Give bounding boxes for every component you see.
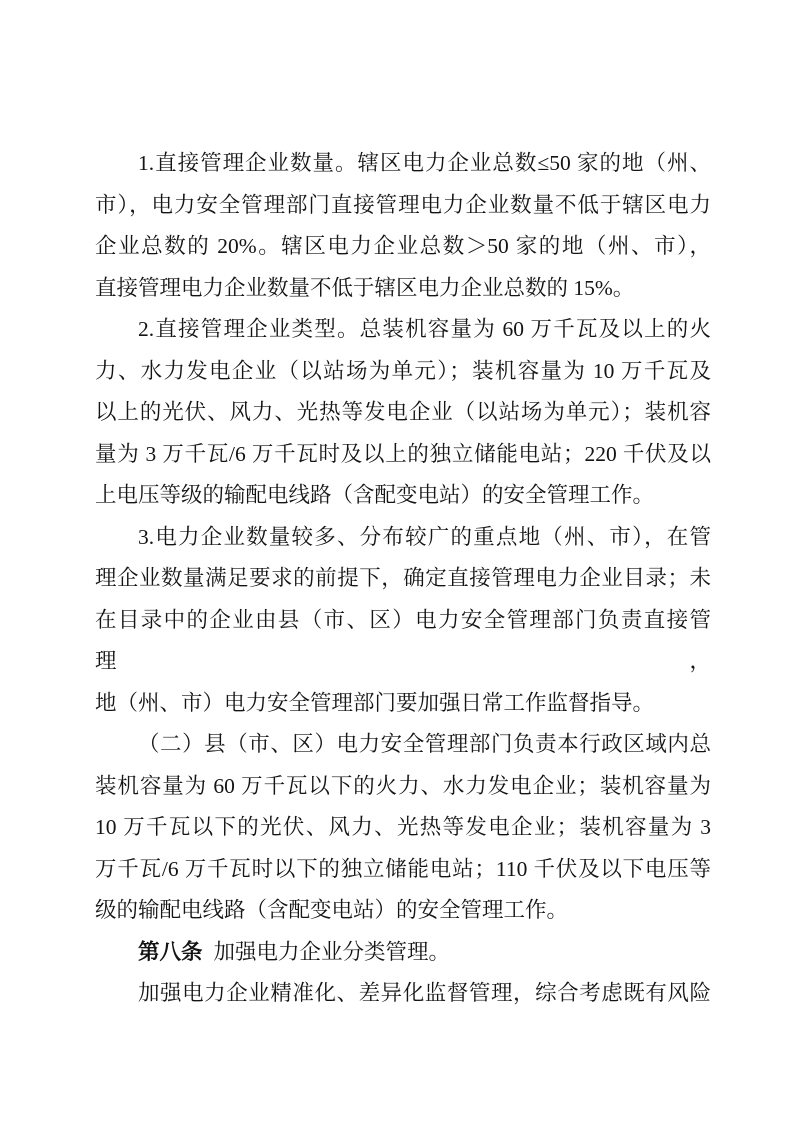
text-line: 装机容量为 60 万千瓦以下的火力、水力发电企业；装机容量为 (95, 773, 711, 798)
text-line: （二）县（市、区）电力安全管理部门负责本行政区域内总 (138, 732, 711, 756)
heading-line (95, 932, 711, 974)
text-line: 2.直接管理企业类型。总装机容量为 60 万千瓦及以上的火 (138, 317, 711, 341)
text-line: 上电压等级的输配电线路（含配变电站）的安全管理工作。 (95, 483, 655, 507)
article-title: 加强电力企业分类管理。 (213, 939, 451, 964)
text-line: 量为 3 万千瓦/6 万千瓦时及以上的独立储能电站；220 千伏及以 (95, 441, 711, 466)
article-number: 第八条 (138, 939, 203, 964)
text-line: 直接管理电力企业数量不低于辖区电力企业总数的 15%。 (95, 275, 635, 300)
clause-3-paragraph (95, 517, 711, 725)
text-line: 10 万千瓦以下的光伏、风力、光热等发电企业；装机容量为 3 (95, 815, 711, 839)
text-line: 在目录中的企业由县（市、区）电力安全管理部门负责直接管理， (95, 607, 711, 673)
item-2-county-paragraph (95, 724, 711, 932)
text-line: 理企业数量满足要求的前提下，确定直接管理电力企业目录；未 (95, 566, 711, 590)
text-line: 地（州、市）电力安全管理部门要加强日常工作监督指导。 (95, 690, 655, 715)
text-line: 1.直接管理企业数量。辖区电力企业总数≤50 家的地（州、 (138, 151, 711, 175)
clause-2-paragraph (95, 309, 711, 517)
text-line: 力、水力发电企业（以站场为单元）；装机容量为 10 万千瓦及 (95, 358, 711, 383)
text-line: 企业总数的 20%。辖区电力企业总数＞50 家的地（州、市）， (95, 234, 711, 258)
article-8-heading (95, 932, 711, 974)
text-line: 市），电力安全管理部门直接管理电力企业数量不低于辖区电力 (95, 192, 711, 217)
document-body (95, 143, 711, 1015)
text-line: 级的输配电线路（含配变电站）的安全管理工作。 (95, 898, 569, 922)
text-line: 以上的光伏、风力、光热等发电企业（以站场为单元）；装机容 (95, 400, 711, 424)
clause-1-paragraph (95, 143, 711, 309)
text-line: 万千瓦/6 万千瓦时以下的独立储能电站；110 千伏及以下电压等 (95, 856, 711, 881)
article-8-body-paragraph (95, 973, 711, 1015)
text-line: 3.电力企业数量较多、分布较广的重点地（州、市），在管 (138, 524, 711, 549)
text-line: 加强电力企业精准化、差异化监督管理，综合考虑既有风险 (138, 981, 711, 1005)
